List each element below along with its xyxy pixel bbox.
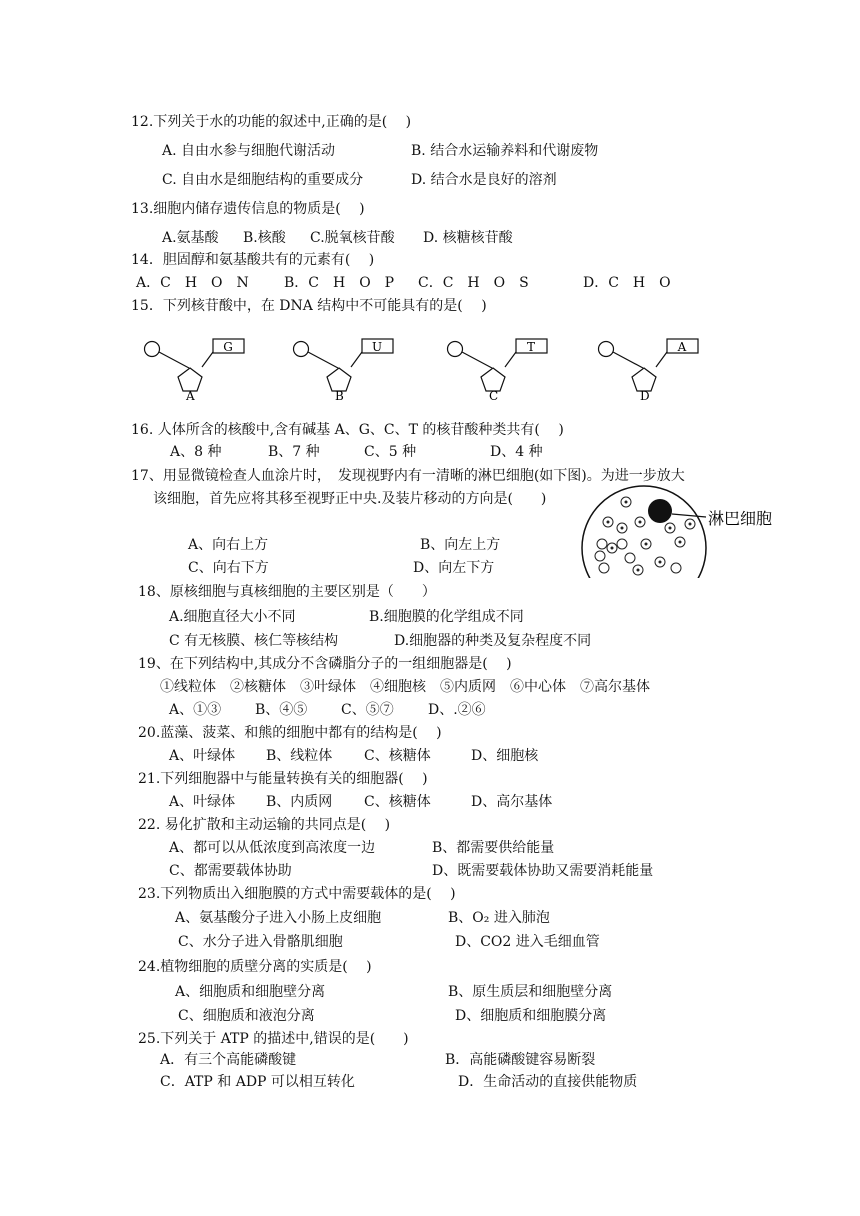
q25-option-a: A．有三个高能磷酸键	[160, 1052, 297, 1068]
q12-option-c: C. 自由水是细胞结构的重要成分	[162, 172, 364, 188]
nucleotide-figure-d	[594, 334, 704, 404]
q18-option-d: D.细胞器的种类及复杂程度不同	[394, 633, 592, 649]
question-18-stem: 18、原核细胞与真核细胞的主要区别是（ ）	[138, 584, 436, 600]
q14-option-a: A．C H O N	[136, 275, 249, 291]
question-19-stem: 19、在下列结构中,其成分不含磷脂分子的一组细胞器是( )	[138, 656, 512, 672]
q23-option-b: B、O₂ 进入肺泡	[448, 910, 550, 926]
nucleotide-label: B	[335, 389, 344, 403]
question-15-stem: 15．下列核苷酸中，在 DNA 结构中不可能具有的是( )	[131, 298, 487, 314]
question-17-stem-line2: 该细胞，首先应将其移至视野正中央.及装片移动的方向是( )	[153, 491, 547, 507]
q12-option-d: D. 结合水是良好的溶剂	[411, 172, 557, 188]
q16-option-b: B、7 种	[268, 444, 320, 460]
q22-option-b: B、都需要供给能量	[432, 840, 555, 856]
q23-option-a: A、氨基酸分子进入小肠上皮细胞	[175, 910, 382, 926]
q12-option-a: A. 自由水参与细胞代谢活动	[162, 143, 336, 159]
q20-option-a: A、叶绿体	[169, 748, 236, 764]
q18-option-c: C 有无核膜、核仁等核结构	[169, 633, 339, 649]
q24-option-d: D、细胞质和细胞膜分离	[455, 1008, 607, 1024]
microscope-field-circle-icon	[582, 486, 706, 580]
question-23-stem: 23.下列物质出入细胞膜的方式中需要载体的是( )	[138, 886, 456, 902]
q21-option-c: C、核糖体	[364, 794, 431, 810]
nucleotide-figure-c	[443, 334, 553, 404]
lymphocyte-cell-icon	[648, 499, 672, 523]
base-letter: A	[677, 340, 687, 354]
question-16-stem: 16. 人体所含的核酸中,含有碱基 A、G、C、T 的核苷酸种类共有( )	[131, 422, 564, 438]
microscope-field-figure	[578, 484, 788, 580]
q18-option-a: A.细胞直径大小不同	[169, 609, 296, 625]
q21-option-a: A、叶绿体	[169, 794, 236, 810]
base-letter: U	[371, 340, 383, 354]
q19-option-c: C、⑤⑦	[341, 702, 394, 718]
question-17-stem-line1: 17、用显微镜检查人血涂片时， 发现视野内有一清晰的淋巴细胞(如下图)。为进一步放大	[131, 468, 685, 484]
question-22-stem: 22. 易化扩散和主动运输的共同点是( )	[138, 817, 391, 833]
q13-option-a: A.氨基酸	[162, 230, 219, 246]
q18-option-b: B.细胞膜的化学组成不同	[369, 609, 524, 625]
q23-option-c: C、水分子进入骨骼肌细胞	[178, 934, 343, 950]
q19-option-d: D、.②⑥	[428, 702, 486, 718]
pentose-pentagon-icon	[178, 368, 202, 391]
question-24-stem: 24.植物细胞的质壁分离的实质是( )	[138, 959, 372, 975]
q13-option-d: D. 核糖核苷酸	[423, 230, 513, 246]
question-20-stem: 20.蓝藻、菠菜、和熊的细胞中都有的结构是( )	[138, 725, 442, 741]
nucleotide-label: C	[489, 389, 499, 403]
nucleotide-label: D	[640, 389, 650, 403]
question-12-stem: 12.下列关于水的功能的叙述中,正确的是( )	[131, 114, 412, 130]
lymphocyte-label: 淋巴细胞	[708, 509, 773, 528]
q13-option-c: C.脱氧核苷酸	[310, 230, 395, 246]
q16-option-a: A、8 种	[170, 444, 222, 460]
pentose-pentagon-icon	[481, 368, 505, 391]
q14-option-c: C．C H O S	[418, 275, 529, 291]
q21-option-b: B、内质网	[266, 794, 333, 810]
q21-option-d: D、高尔基体	[471, 794, 553, 810]
q16-option-d: D、4 种	[490, 444, 543, 460]
phosphate-circle-icon	[145, 342, 160, 357]
q22-option-d: D、既需要载体协助又需要消耗能量	[432, 863, 654, 879]
q25-option-b: B．高能磷酸键容易断裂	[445, 1052, 596, 1068]
q20-option-b: B、线粒体	[266, 748, 333, 764]
nucleotide-label: A	[186, 389, 195, 403]
phosphate-circle-icon	[448, 342, 463, 357]
q24-option-a: A、细胞质和细胞壁分离	[175, 984, 326, 1000]
base-letter: T	[526, 340, 536, 354]
q14-option-d: D．C H O	[583, 275, 671, 291]
q16-option-c: C、5 种	[364, 444, 417, 460]
q22-option-c: C、都需要载体协助	[169, 863, 292, 879]
base-letter: G	[223, 340, 233, 354]
q23-option-d: D、CO2 进入毛细血管	[455, 934, 600, 950]
question-14-stem: 14．胆固醇和氨基酸共有的元素有( )	[131, 252, 375, 268]
q14-option-b: B．C H O P	[284, 275, 395, 291]
question-25-stem: 25.下列关于 ATP 的描述中,错误的是( )	[138, 1031, 409, 1047]
q19-items: ①线粒体 ②核糖体 ③叶绿体 ④细胞核 ⑤内质网 ⑥中心体 ⑦高尔基体	[160, 679, 650, 695]
q20-option-c: C、核糖体	[364, 748, 431, 764]
q17-option-a: A、向右上方	[188, 537, 269, 553]
pentose-pentagon-icon	[327, 368, 351, 391]
q17-option-c: C、向右下方	[188, 560, 269, 576]
q24-option-c: C、细胞质和液泡分离	[178, 1008, 315, 1024]
q20-option-d: D、细胞核	[471, 748, 539, 764]
q22-option-a: A、都可以从低浓度到高浓度一边	[169, 840, 376, 856]
nucleotide-figure-a	[140, 334, 250, 404]
pentose-pentagon-icon	[632, 368, 656, 391]
q12-option-b: B. 结合水运输养料和代谢废物	[411, 143, 599, 159]
nucleotide-figure-b	[289, 334, 399, 404]
q25-option-c: C．ATP 和 ADP 可以相互转化	[160, 1074, 355, 1090]
q17-option-d: D、向左下方	[413, 560, 495, 576]
question-21-stem: 21.下列细胞器中与能量转换有关的细胞器( )	[138, 771, 428, 787]
q17-option-b: B、向左上方	[420, 537, 501, 553]
question-13-stem: 13.细胞内储存遗传信息的物质是( )	[131, 201, 365, 217]
q13-option-b: B.核酸	[243, 230, 286, 246]
q25-option-d: D．生命活动的直接供能物质	[458, 1074, 638, 1090]
q24-option-b: B、原生质层和细胞壁分离	[448, 984, 613, 1000]
q19-option-a: A、①③	[169, 702, 222, 718]
phosphate-circle-icon	[294, 342, 309, 357]
q19-option-b: B、④⑤	[255, 702, 308, 718]
phosphate-circle-icon	[599, 342, 614, 357]
